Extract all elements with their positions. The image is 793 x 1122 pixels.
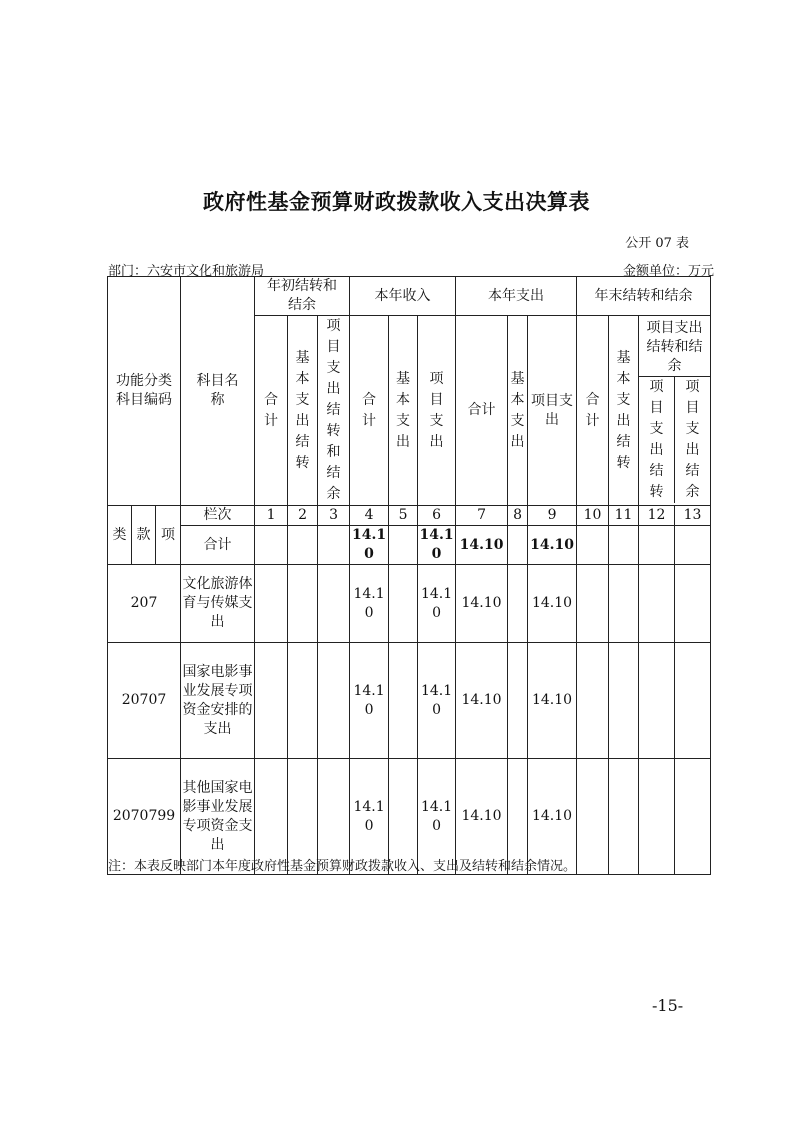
table-cell bbox=[675, 643, 711, 759]
table-cell: 14.10 bbox=[350, 759, 389, 875]
table-cell bbox=[639, 526, 675, 565]
row-code: 207 bbox=[108, 565, 181, 643]
table-cell: 14.10 bbox=[456, 526, 508, 565]
header-end-project-carry: 项目支出结转 bbox=[639, 376, 675, 503]
header-column-seq: 栏次 bbox=[181, 506, 255, 526]
header-begin-project-carry-balance: 项目支出结转和结余 bbox=[318, 316, 350, 506]
table-cell: 14.10 bbox=[528, 526, 577, 565]
header-year-income: 本年收入 bbox=[350, 277, 456, 316]
header-end-balance: 年末结转和结余 bbox=[577, 277, 711, 316]
table-cell bbox=[508, 643, 528, 759]
col-num: 1 bbox=[255, 506, 288, 526]
table-cell bbox=[255, 565, 288, 643]
table-cell bbox=[577, 759, 609, 875]
header-income-basic: 基本支出 bbox=[389, 316, 418, 506]
header-begin-total: 合计 bbox=[255, 316, 288, 506]
header-income-project: 项目支出 bbox=[418, 316, 456, 506]
table-cell bbox=[508, 565, 528, 643]
header-begin-basic-carry: 基本支出结转 bbox=[288, 316, 318, 506]
table-cell: 14.10 bbox=[528, 643, 577, 759]
department-label: 部门：六安市文化和旅游局 bbox=[108, 264, 265, 279]
header-begin-balance: 年初结转和结余 bbox=[255, 277, 350, 316]
table-cell: 14.10 bbox=[456, 643, 508, 759]
table-row bbox=[108, 643, 711, 759]
header-item: 项 bbox=[156, 506, 181, 565]
table-cell: 14.10 bbox=[528, 565, 577, 643]
row-name: 文化旅游体育与传媒支出 bbox=[181, 565, 255, 643]
col-num: 10 bbox=[577, 506, 609, 526]
table-cell bbox=[675, 565, 711, 643]
table-cell bbox=[288, 565, 318, 643]
header-expense-basic: 基本支出 bbox=[508, 316, 528, 506]
table-cell: 14.10 bbox=[350, 643, 389, 759]
table-cell bbox=[255, 643, 288, 759]
table-cell bbox=[288, 643, 318, 759]
table-cell bbox=[639, 759, 675, 875]
header-end-basic-carry: 基本支出结转 bbox=[609, 316, 639, 506]
table-cell bbox=[609, 526, 639, 565]
table-cell: 14.10 bbox=[528, 759, 577, 875]
table-cell bbox=[318, 643, 350, 759]
form-number: 公开 07 表 bbox=[625, 236, 689, 251]
table-cell bbox=[675, 526, 711, 565]
header-end-project-balance: 项目支出结余 bbox=[685, 378, 700, 500]
row-code: 2070799 bbox=[108, 759, 181, 875]
header-section: 款 bbox=[132, 506, 156, 565]
total-label: 合计 bbox=[181, 526, 255, 565]
col-num: 4 bbox=[350, 506, 389, 526]
table-cell: 14.10 bbox=[350, 526, 389, 565]
table-cell bbox=[508, 526, 528, 565]
col-num: 7 bbox=[456, 506, 508, 526]
row-name: 其他国家电影事业发展专项资金支出 bbox=[181, 759, 255, 875]
table-cell bbox=[389, 565, 418, 643]
table-cell bbox=[288, 526, 318, 565]
table-row bbox=[108, 565, 711, 643]
table-cell: 14.10 bbox=[418, 643, 456, 759]
table-cell: 14.10 bbox=[418, 759, 456, 875]
total-row bbox=[108, 526, 711, 565]
col-num: 9 bbox=[528, 506, 577, 526]
table-cell: 14.10 bbox=[350, 565, 389, 643]
table-cell bbox=[639, 565, 675, 643]
table-cell bbox=[609, 759, 639, 875]
col-num: 12 bbox=[639, 506, 675, 526]
table-cell bbox=[675, 759, 711, 875]
col-num: 2 bbox=[288, 506, 318, 526]
page-number: -15- bbox=[652, 996, 684, 1015]
header-subject-name: 科目名称 bbox=[181, 277, 255, 506]
table-cell bbox=[318, 526, 350, 565]
header-expense-project: 项目支出 bbox=[528, 316, 577, 506]
page-title: 政府性基金预算财政拨款收入支出决算表 bbox=[203, 190, 590, 214]
col-num: 6 bbox=[418, 506, 456, 526]
table-cell bbox=[577, 526, 609, 565]
header-end-project-carry-balance: 项目支出结转和结余 bbox=[639, 319, 710, 377]
row-code: 20707 bbox=[108, 643, 181, 759]
table-cell bbox=[577, 565, 609, 643]
header-expense-total: 合计 bbox=[456, 316, 508, 506]
col-num: 3 bbox=[318, 506, 350, 526]
table-cell bbox=[609, 643, 639, 759]
header-year-expense: 本年支出 bbox=[456, 277, 577, 316]
table-cell bbox=[609, 565, 639, 643]
budget-table bbox=[107, 276, 711, 875]
table-note: 注：本表反映部门本年度政府性基金预算财政拨款收入、支出及结转和结余情况。 bbox=[108, 859, 577, 874]
header-income-total: 合计 bbox=[350, 316, 389, 506]
table-cell bbox=[389, 643, 418, 759]
table-cell bbox=[255, 526, 288, 565]
table-cell bbox=[389, 526, 418, 565]
col-num: 13 bbox=[675, 506, 711, 526]
col-num: 8 bbox=[508, 506, 528, 526]
col-num: 11 bbox=[609, 506, 639, 526]
table-cell: 14.10 bbox=[456, 565, 508, 643]
table-cell bbox=[639, 643, 675, 759]
table-cell: 14.10 bbox=[418, 565, 456, 643]
header-end-total: 合计 bbox=[577, 316, 609, 506]
table-cell bbox=[577, 643, 609, 759]
header-func-code: 功能分类科目编码 bbox=[108, 277, 181, 506]
table-cell bbox=[318, 565, 350, 643]
table-cell: 14.10 bbox=[418, 526, 456, 565]
amount-unit-label: 金额单位：万元 bbox=[622, 264, 714, 279]
header-end-project-group bbox=[639, 316, 711, 506]
header-class: 类 bbox=[108, 506, 132, 565]
col-num: 5 bbox=[389, 506, 418, 526]
row-name: 国家电影事业发展专项资金安排的支出 bbox=[181, 643, 255, 759]
table-cell: 14.10 bbox=[456, 759, 508, 875]
